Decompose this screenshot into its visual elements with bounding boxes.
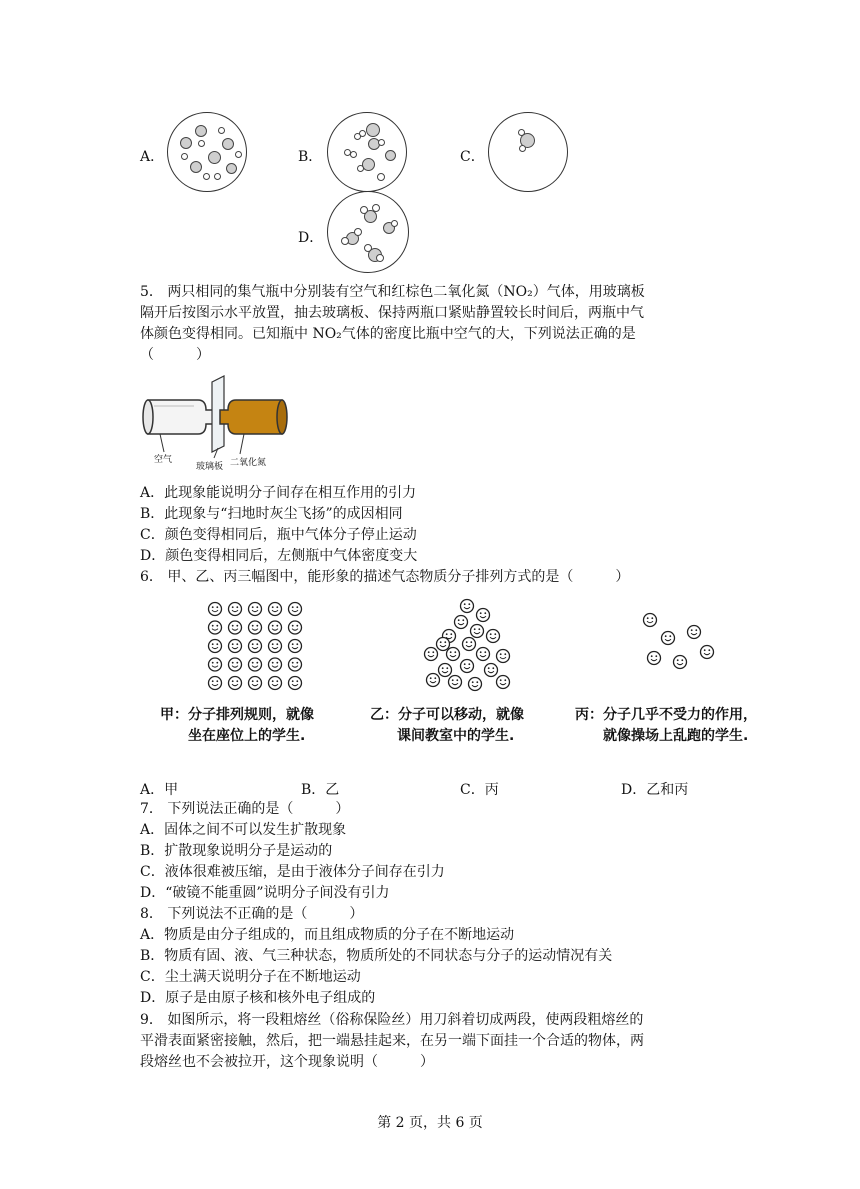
q8-option-d: D．原子是由原子核和核外电子组成的 (140, 990, 376, 1006)
molecule-smiley (209, 621, 222, 634)
molecule-smiley (269, 621, 282, 634)
q6-stem: 6． 甲、乙、丙三幅图中，能形象的描述气态物质分子排列方式的是（ ） (140, 569, 630, 585)
q8-stem: 8． 下列说法不正确的是（ ） (140, 906, 364, 922)
page-footer: 第 2 页，共 6 页 (377, 1115, 483, 1131)
q6-option-b: B．乙 (301, 782, 340, 798)
q6-option-a: A．甲 (140, 782, 179, 798)
q8-option-c: C．尘土满天说明分子在不断地运动 (140, 969, 361, 985)
solid-molecules-grid (205, 600, 315, 692)
molecule-smiley (249, 677, 262, 690)
molecule-smiley (289, 677, 302, 690)
q4-option-c-diagram (488, 112, 568, 192)
caption-jia-line1: 甲：分子排列规则，就像 (160, 707, 314, 723)
molecule-smiley (249, 603, 262, 616)
q6-option-d: D．乙和丙 (621, 782, 689, 798)
molecule-smiley (463, 638, 476, 651)
gas-bottles-figure (140, 372, 290, 470)
molecule-smiley (477, 648, 490, 661)
molecule-smiley (674, 656, 687, 669)
molecule-smiley (289, 603, 302, 616)
molecule-smiley (437, 638, 450, 651)
q5-stem-line1: 5． 两只相同的集气瓶中分别装有空气和红棕色二氧化氮（NO₂）气体，用玻璃板 (140, 284, 645, 300)
caption-yi-line2: 课间教室中的学生. (397, 728, 515, 744)
q5-stem-line2: 隔开后按图示水平放置，抽去玻璃板、保持两瓶口紧贴静置较长时间后，两瓶中气 (140, 305, 644, 321)
caption-yi-line1: 乙：分子可以移动，就像 (370, 707, 524, 723)
q5-option-a: A．此现象能说明分子间存在相互作用的引力 (140, 485, 417, 501)
q9-stem-line1: 9． 如图所示，将一段粗熔丝（俗称保险丝）用刀斜着切成两段，使两段粗熔丝的 (140, 1012, 644, 1028)
molecule-smiley (471, 625, 484, 638)
q4-option-c-label: C． (460, 149, 485, 165)
q4-option-d-label: D． (298, 230, 324, 246)
molecule-smiley (648, 652, 661, 665)
label-no2: 二氧化氮 (230, 458, 267, 468)
molecule-smiley (229, 677, 242, 690)
q7-stem: 7． 下列说法正确的是（ ） (140, 801, 350, 817)
q7-option-d: D．“破镜不能重圆”说明分子间没有引力 (140, 885, 390, 901)
molecule-smiley (662, 632, 675, 645)
q9-stem-line2: 平滑表面紧密接触，然后，把一端悬挂起来，在另一端下面挂一个合适的物体，两 (140, 1033, 644, 1049)
molecule-smiley (229, 603, 242, 616)
molecule-smiley (209, 677, 222, 690)
q5-stem-line3: 体颜色变得相同。已知瓶中 NO₂气体的密度比瓶中空气的大，下列说法正确的是 (140, 326, 636, 342)
q5-stem-line4: （ ） (140, 347, 210, 363)
molecule-smiley (229, 621, 242, 634)
molecule-smiley (477, 609, 490, 622)
molecule-smiley (447, 648, 460, 661)
caption-bing-line2: 就像操场上乱跑的学生. (603, 728, 749, 744)
molecule-smiley (289, 640, 302, 653)
liquid-molecules-figure (415, 598, 525, 694)
caption-bing-line1: 丙：分子几乎不受力的作用， (575, 707, 757, 723)
molecule-smiley (461, 600, 474, 613)
q4-option-a-diagram (167, 112, 247, 192)
molecule-smiley (229, 640, 242, 653)
molecule-smiley (487, 630, 500, 643)
molecule-smiley (497, 676, 510, 689)
q4-option-b-diagram (327, 112, 407, 192)
molecule-smiley (209, 640, 222, 653)
molecule-smiley (425, 648, 438, 661)
molecule-smiley (497, 650, 510, 663)
molecule-smiley (688, 626, 701, 639)
q8-option-b: B．物质有固、液、气三种状态，物质所处的不同状态与分子的运动情况有关 (140, 948, 613, 964)
molecule-smiley (644, 614, 657, 627)
molecule-smiley (269, 658, 282, 671)
label-air: 空气 (154, 455, 173, 465)
molecule-smiley (461, 660, 474, 673)
molecule-smiley (209, 603, 222, 616)
molecule-smiley (427, 674, 440, 687)
molecule-smiley (249, 621, 262, 634)
molecule-smiley (701, 646, 714, 659)
q5-option-b: B．此现象与“扫地时灰尘飞扬”的成因相同 (140, 506, 403, 522)
caption-jia-line2: 坐在座位上的学生. (188, 728, 306, 744)
molecule-smiley (249, 658, 262, 671)
q9-stem-line3: 段熔丝也不会被拉开，这个现象说明（ ） (140, 1054, 434, 1070)
q4-option-a-label: A． (140, 149, 165, 165)
q7-option-b: B．扩散现象说明分子是运动的 (140, 843, 333, 859)
q7-option-a: A．固体之间不可以发生扩散现象 (140, 822, 347, 838)
q8-option-a: A．物质是由分子组成的，而且组成物质的分子在不断地运动 (140, 927, 515, 943)
molecule-smiley (455, 616, 468, 629)
molecule-smiley (249, 640, 262, 653)
molecule-smiley (449, 676, 462, 689)
q4-option-b-label: B． (298, 149, 323, 165)
molecule-smiley (269, 677, 282, 690)
molecule-smiley (229, 658, 242, 671)
q5-option-c: C．颜色变得相同后，瓶中气体分子停止运动 (140, 527, 417, 543)
q7-option-c: C．液体很难被压缩，是由于液体分子间存在引力 (140, 864, 445, 880)
molecule-smiley (289, 621, 302, 634)
molecule-smiley (209, 658, 222, 671)
q4-option-d-diagram (327, 191, 409, 273)
label-glass-plate: 玻璃板 (196, 462, 224, 472)
molecule-smiley (485, 664, 498, 677)
q5-option-d: D．颜色变得相同后，左侧瓶中气体密度变大 (140, 548, 418, 564)
molecule-smiley (269, 640, 282, 653)
gas-molecules-figure (640, 612, 720, 672)
q6-option-c: C．丙 (460, 782, 499, 798)
molecule-smiley (439, 664, 452, 677)
molecule-smiley (469, 678, 482, 691)
molecule-smiley (289, 658, 302, 671)
molecule-smiley (269, 603, 282, 616)
